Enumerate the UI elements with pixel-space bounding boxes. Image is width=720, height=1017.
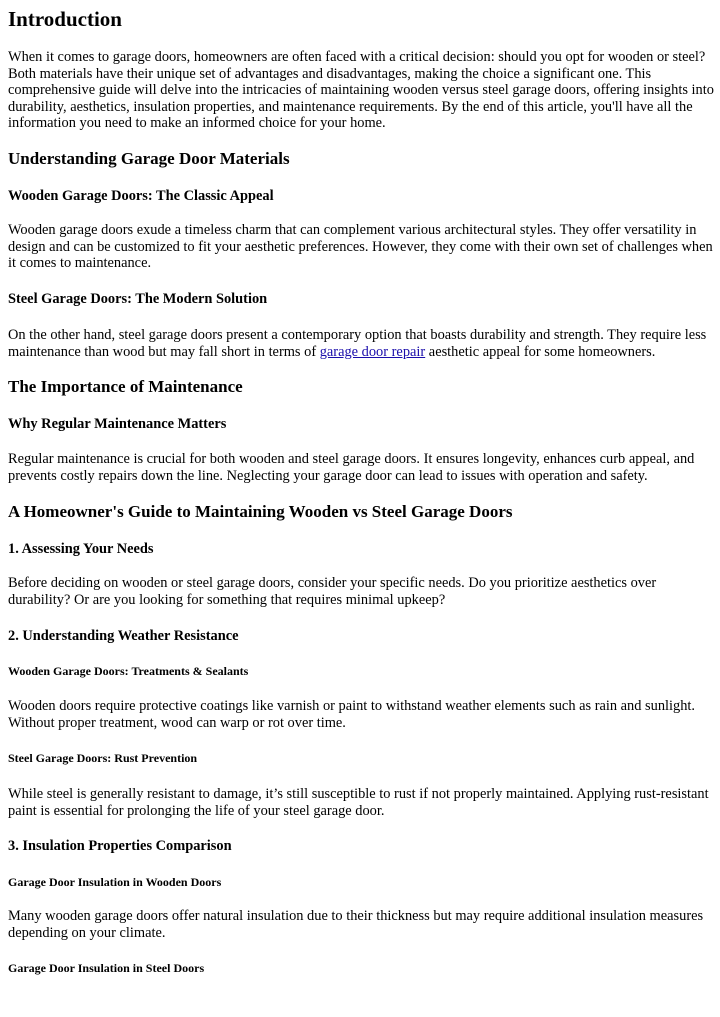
maintenance-title: The Importance of Maintenance <box>8 377 243 396</box>
needs-heading: 1. Assessing Your Needs <box>8 541 154 557</box>
wood-heading: Wooden Garage Doors: The Classic Appeal <box>8 188 274 204</box>
steel-rust-paragraph: While steel is generally resistant to damage, it’s still susceptible to rust if not properly maintained. Applying rust-resistant paint is essential for prolonging the life of your steel garage door. <box>8 786 709 819</box>
steel-paragraph-after: aesthetic appeal for some homeowners. <box>425 343 656 360</box>
steel-paragraph <box>8 327 714 360</box>
why-paragraph: Regular maintenance is crucial for both wooden and steel garage doors. It ensures longevity, enhances curb appeal, and prevents costly repairs down the line. Neglecting your garage door can lead to issues with operation and safety. <box>8 451 695 484</box>
steel-rust-heading: Steel Garage Doors: Rust Prevention <box>8 751 198 765</box>
garage-door-repair-link[interactable]: garage door repair <box>319 343 426 360</box>
steel-heading: Steel Garage Doors: The Modern Solution <box>8 291 268 307</box>
wood-insulation-paragraph: Many wooden garage doors offer natural insulation due to their thickness but may require additional insulation measures depending on your climate. <box>8 908 704 941</box>
why-heading: Why Regular Maintenance Matters <box>8 416 227 432</box>
insulation-heading: 3. Insulation Properties Comparison <box>8 838 232 854</box>
weather-heading: 2. Understanding Weather Resistance <box>8 628 239 644</box>
wood-paragraph: Wooden garage doors exude a timeless charm that can complement various architectural styles. They offer versatility in design and can be customized to fit your aesthetic preferences. However, they come with their own set of challenges when it comes to maintenance. <box>8 222 713 272</box>
steel-insulation-heading: Garage Door Insulation in Steel Doors <box>8 961 205 975</box>
intro-paragraph: When it comes to garage doors, homeowners are often faced with a critical decision: should you opt for wooden or steel? Both materials have their unique set of advantages and disadvantages, making the choice a significant one. This comprehensive guide will delve into the intricacies of maintaining wooden versus steel garage doors, offering insights into durability, aesthetics, insulation properties, and maintenance requirements. By the end of this article, you'll have all the information you need to make an informed choice for your home. <box>8 49 714 132</box>
needs-paragraph: Before deciding on wooden or steel garage doors, consider your specific needs. Do you prioritize aesthetics over durability? Or are you looking for something that requires minimal upkeep? <box>8 575 657 608</box>
steel-paragraph-before: On the other hand, steel garage doors present a contemporary option that boasts durability and strength. They require less maintenance than wood but may fall short in terms of <box>8 327 707 360</box>
wood-treatment-paragraph: Wooden doors require protective coatings like varnish or paint to withstand weather elements such as rain and sunlight. Without proper treatment, wood can warp or rot over time. <box>8 698 696 731</box>
guide-title: A Homeowner's Guide to Maintaining Wooden vs Steel Garage Doors <box>8 502 513 521</box>
materials-title: Understanding Garage Door Materials <box>8 149 290 168</box>
intro-title: Introduction <box>8 7 122 31</box>
wood-insulation-heading: Garage Door Insulation in Wooden Doors <box>8 875 222 889</box>
wood-treatment-heading: Wooden Garage Doors: Treatments & Sealants <box>8 664 249 678</box>
